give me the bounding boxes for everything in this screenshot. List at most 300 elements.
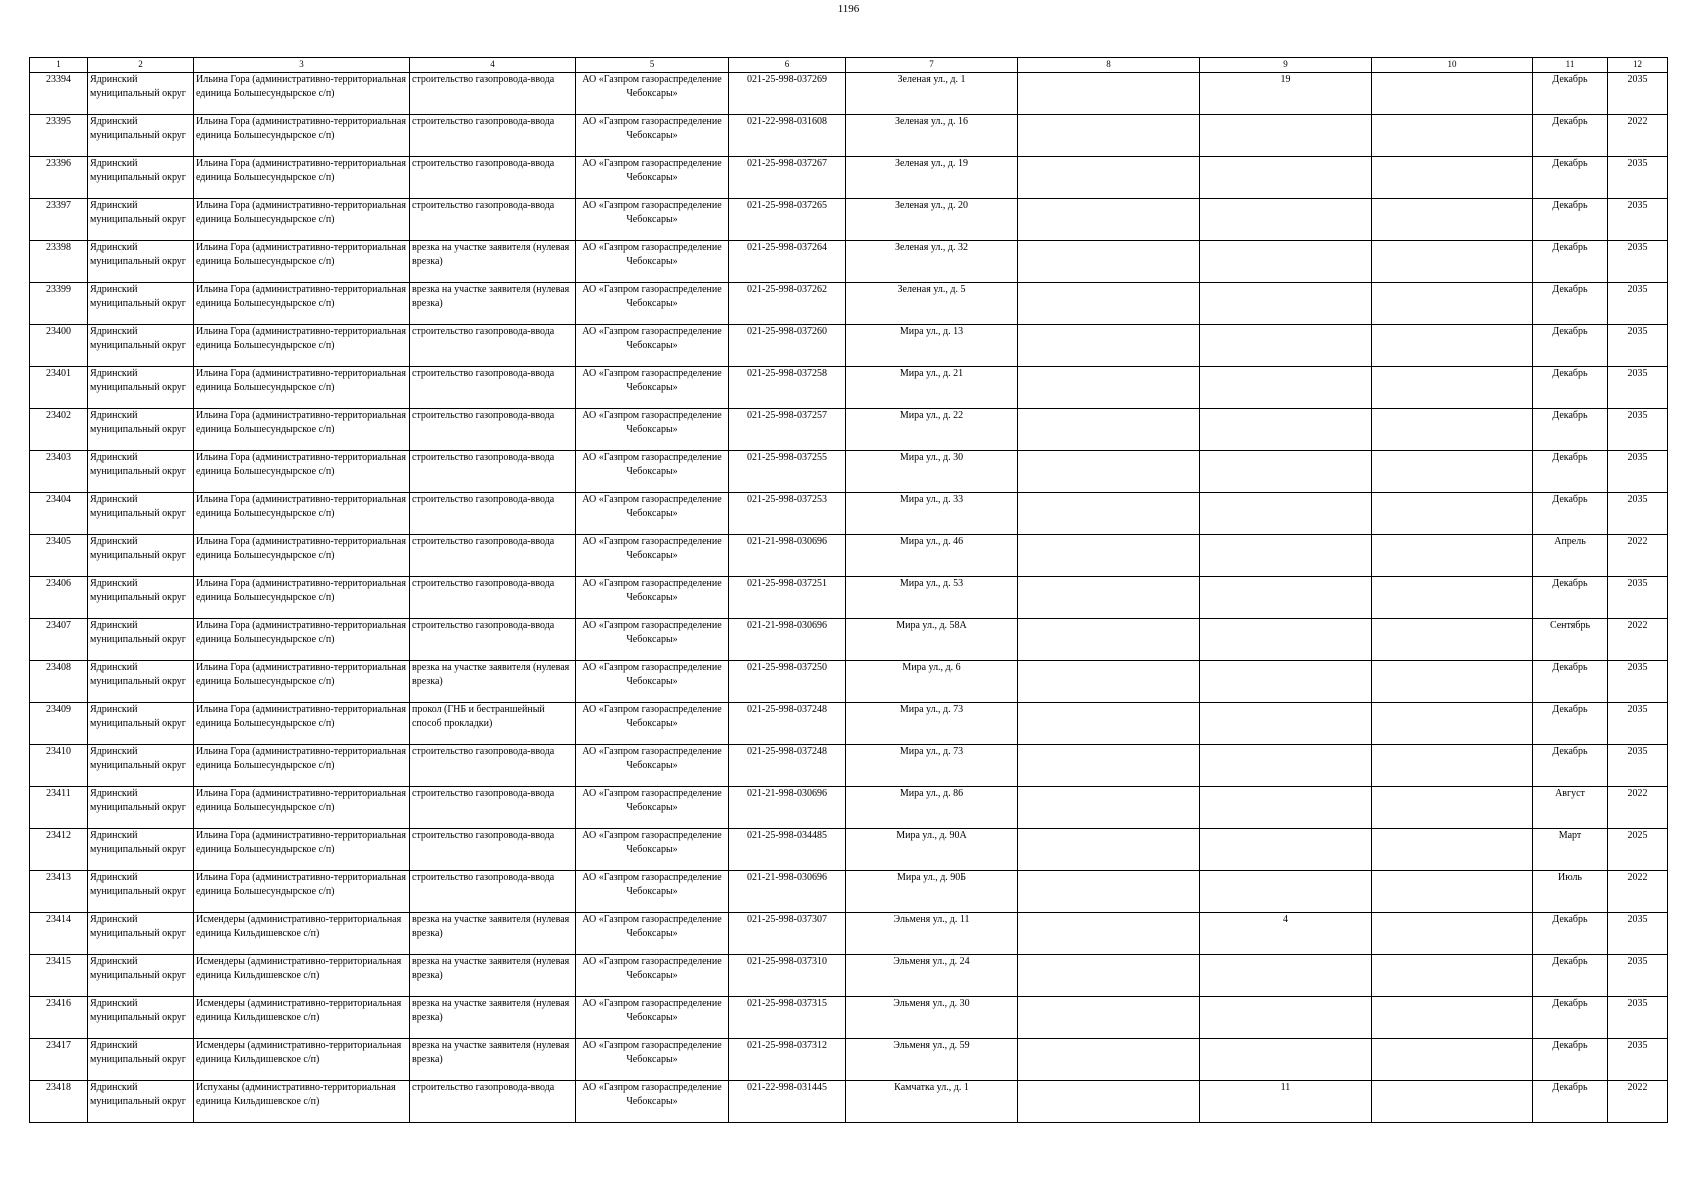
column-header: 12 (1608, 58, 1668, 73)
cell-col8-text (1020, 829, 1197, 870)
cell-work-type (410, 871, 576, 913)
cell-locality-text: Исмендеры (административно-территориальная единица Кильдишевское с/п) (196, 914, 402, 939)
cell-address-text: Эльменя ул., д. 11 (893, 914, 970, 925)
cell-organization (576, 1081, 729, 1123)
column-header: 1 (30, 58, 88, 73)
cell-organization (576, 241, 729, 283)
cell-locality (194, 115, 410, 157)
cell-month (1533, 619, 1608, 661)
cell-col10-text (1374, 367, 1530, 408)
cell-organization-text: АО «Газпром газораспределение Чебоксары» (582, 200, 722, 225)
cell-registry-code-text: 021-25-998-037264 (747, 242, 827, 253)
cell-col9-text (1202, 703, 1369, 744)
cell-registry-code (729, 787, 846, 829)
cell-col10 (1372, 115, 1533, 157)
cell-col9 (1200, 283, 1372, 325)
column-header: 8 (1018, 58, 1200, 73)
cell-year (1608, 325, 1668, 367)
table-row (30, 199, 1668, 241)
cell-address (846, 73, 1018, 115)
cell-locality-text: Ильина Гора (административно-территориальная единица Большесундырское с/п) (196, 326, 406, 351)
cell-col9 (1200, 829, 1372, 871)
cell-col10-text (1374, 829, 1530, 870)
cell-registry-code-text: 021-25-998-037250 (747, 662, 827, 673)
cell-col10 (1372, 451, 1533, 493)
cell-col9-text (1202, 451, 1369, 492)
cell-record-number (30, 703, 88, 745)
cell-organization (576, 325, 729, 367)
cell-col10-text (1374, 199, 1530, 240)
cell-registry-code (729, 493, 846, 535)
cell-address-text: Мира ул., д. 73 (899, 746, 964, 757)
cell-year (1608, 829, 1668, 871)
column-header: 10 (1372, 58, 1533, 73)
cell-record-number (30, 451, 88, 493)
cell-year (1608, 367, 1668, 409)
cell-district (88, 325, 194, 367)
cell-col9 (1200, 661, 1372, 703)
cell-district (88, 619, 194, 661)
cell-locality (194, 1081, 410, 1123)
cell-work-type-text: строительство газопровода-ввода (412, 620, 555, 631)
cell-district-text: Ядринский муниципальный округ (90, 158, 186, 183)
cell-locality-text: Ильина Гора (административно-территориальная единица Большесундырское с/п) (196, 158, 406, 183)
cell-year (1608, 1081, 1668, 1123)
cell-locality-text: Ильина Гора (административно-территориальная единица Большесундырское с/п) (196, 578, 406, 603)
cell-locality (194, 829, 410, 871)
cell-year (1608, 661, 1668, 703)
cell-col9 (1200, 703, 1372, 745)
table-row (30, 73, 1668, 115)
cell-address (846, 451, 1018, 493)
cell-district (88, 787, 194, 829)
cell-work-type (410, 73, 576, 115)
cell-year (1608, 1039, 1668, 1081)
cell-year-text: 2035 (1627, 704, 1648, 715)
cell-col8 (1018, 1039, 1200, 1081)
cell-record-number-text: 23395 (46, 116, 71, 127)
cell-organization-text: АО «Газпром газораспределение Чебоксары» (582, 788, 722, 813)
cell-work-type (410, 199, 576, 241)
cell-address-text: Мира ул., д. 53 (899, 578, 964, 589)
cell-col8-text (1020, 157, 1197, 198)
table-row (30, 829, 1668, 871)
cell-record-number (30, 619, 88, 661)
cell-col8 (1018, 157, 1200, 199)
cell-record-number (30, 115, 88, 157)
cell-col10-text (1374, 157, 1530, 198)
cell-col9-text (1202, 115, 1369, 156)
cell-col10-text (1374, 703, 1530, 744)
cell-col9-text (1202, 325, 1369, 366)
cell-month-text: Декабрь (1552, 662, 1588, 673)
cell-year-text: 2035 (1627, 326, 1648, 337)
cell-work-type-text: строительство газопровода-ввода (412, 872, 555, 883)
cell-work-type (410, 577, 576, 619)
cell-col9-text (1202, 577, 1369, 618)
cell-address (846, 661, 1018, 703)
cell-district-text: Ядринский муниципальный округ (90, 788, 186, 813)
cell-work-type (410, 451, 576, 493)
cell-year-text: 2022 (1627, 872, 1648, 883)
cell-year (1608, 157, 1668, 199)
cell-district (88, 913, 194, 955)
cell-col9-text (1202, 955, 1369, 996)
cell-work-type (410, 115, 576, 157)
cell-registry-code (729, 745, 846, 787)
cell-year-text: 2022 (1627, 788, 1648, 799)
cell-col10 (1372, 493, 1533, 535)
cell-organization (576, 73, 729, 115)
table-row (30, 787, 1668, 829)
cell-organization (576, 367, 729, 409)
cell-registry-code-text: 021-25-998-037255 (747, 452, 827, 463)
cell-address (846, 157, 1018, 199)
cell-col9-text: 19 (1280, 74, 1291, 85)
cell-col10-text (1374, 535, 1530, 576)
cell-col10-text (1374, 577, 1530, 618)
cell-month-text: Декабрь (1552, 242, 1588, 253)
cell-organization (576, 199, 729, 241)
cell-work-type (410, 745, 576, 787)
column-header: 6 (729, 58, 846, 73)
cell-year (1608, 619, 1668, 661)
cell-registry-code-text: 021-25-998-037248 (747, 746, 827, 757)
table-body (30, 73, 1668, 1123)
cell-district-text: Ядринский муниципальный округ (90, 410, 186, 435)
cell-col10 (1372, 199, 1533, 241)
cell-registry-code (729, 73, 846, 115)
cell-month-text: Июль (1558, 872, 1582, 883)
cell-registry-code (729, 115, 846, 157)
cell-locality (194, 913, 410, 955)
cell-locality-text: Ильина Гора (административно-территориальная единица Большесундырское с/п) (196, 830, 406, 855)
cell-col8 (1018, 1081, 1200, 1123)
cell-record-number (30, 325, 88, 367)
cell-registry-code (729, 661, 846, 703)
cell-work-type-text: прокол (ГНБ и бестраншейный способ прокладки) (412, 704, 545, 729)
cell-address-text: Эльменя ул., д. 59 (893, 1040, 970, 1051)
cell-col10 (1372, 367, 1533, 409)
cell-month-text: Декабрь (1552, 158, 1588, 169)
table-row (30, 997, 1668, 1039)
cell-col8 (1018, 787, 1200, 829)
cell-col10 (1372, 745, 1533, 787)
cell-col8 (1018, 73, 1200, 115)
cell-district-text: Ядринский муниципальный округ (90, 578, 186, 603)
cell-col8-text (1020, 787, 1197, 828)
cell-year-text: 2035 (1627, 452, 1648, 463)
cell-organization-text: АО «Газпром газораспределение Чебоксары» (582, 830, 722, 855)
cell-address (846, 1039, 1018, 1081)
cell-work-type (410, 1081, 576, 1123)
cell-work-type (410, 535, 576, 577)
cell-locality (194, 1039, 410, 1081)
cell-month (1533, 1081, 1608, 1123)
cell-record-number-text: 23403 (46, 452, 71, 463)
cell-locality-text: Исмендеры (административно-территориальная единица Кильдишевское с/п) (196, 998, 402, 1023)
cell-locality (194, 325, 410, 367)
cell-work-type-text: строительство газопровода-ввода (412, 578, 555, 589)
cell-registry-code (729, 451, 846, 493)
cell-col9-text (1202, 535, 1369, 576)
table-row (30, 703, 1668, 745)
cell-record-number (30, 283, 88, 325)
cell-month-text: Декабрь (1552, 116, 1588, 127)
cell-col9-text (1202, 157, 1369, 198)
cell-district (88, 493, 194, 535)
cell-address (846, 283, 1018, 325)
cell-col9 (1200, 493, 1372, 535)
cell-col10-text (1374, 661, 1530, 702)
cell-col10-text (1374, 241, 1530, 282)
cell-district-text: Ядринский муниципальный округ (90, 452, 186, 477)
cell-locality (194, 871, 410, 913)
cell-col8-text (1020, 325, 1197, 366)
cell-col8-text (1020, 661, 1197, 702)
cell-col10 (1372, 535, 1533, 577)
cell-registry-code-text: 021-21-998-030696 (747, 536, 827, 547)
cell-work-type (410, 493, 576, 535)
cell-organization-text: АО «Газпром газораспределение Чебоксары» (582, 494, 722, 519)
cell-work-type (410, 1039, 576, 1081)
cell-year (1608, 787, 1668, 829)
cell-col9-text (1202, 619, 1369, 660)
cell-address (846, 577, 1018, 619)
cell-year (1608, 199, 1668, 241)
cell-address (846, 493, 1018, 535)
cell-district (88, 829, 194, 871)
column-number-row (30, 58, 1668, 73)
cell-record-number (30, 241, 88, 283)
cell-col9-text (1202, 745, 1369, 786)
cell-address (846, 745, 1018, 787)
cell-col10-text (1374, 73, 1530, 114)
cell-district-text: Ядринский муниципальный округ (90, 494, 186, 519)
table-row (30, 367, 1668, 409)
cell-work-type-text: строительство газопровода-ввода (412, 368, 555, 379)
cell-col9-text (1202, 1039, 1369, 1080)
cell-record-number (30, 955, 88, 997)
cell-col10 (1372, 619, 1533, 661)
cell-district (88, 871, 194, 913)
cell-col9 (1200, 787, 1372, 829)
cell-col8-text (1020, 955, 1197, 996)
cell-col10 (1372, 577, 1533, 619)
cell-col9 (1200, 115, 1372, 157)
cell-registry-code (729, 199, 846, 241)
cell-registry-code (729, 871, 846, 913)
cell-work-type (410, 409, 576, 451)
cell-col8 (1018, 661, 1200, 703)
cell-col10-text (1374, 451, 1530, 492)
cell-address-text: Зеленая ул., д. 32 (895, 242, 968, 253)
cell-locality-text: Ильина Гора (административно-территориальная единица Большесундырское с/п) (196, 788, 406, 813)
cell-district (88, 703, 194, 745)
cell-registry-code-text: 021-22-998-031445 (747, 1082, 827, 1093)
cell-locality (194, 367, 410, 409)
cell-record-number-text: 23413 (46, 872, 71, 883)
cell-address (846, 409, 1018, 451)
cell-address-text: Зеленая ул., д. 16 (895, 116, 968, 127)
cell-registry-code-text: 021-25-998-037269 (747, 74, 827, 85)
cell-locality (194, 199, 410, 241)
cell-col9 (1200, 955, 1372, 997)
cell-record-number-text: 23401 (46, 368, 71, 379)
cell-address-text: Камчатка ул., д. 1 (894, 1082, 969, 1093)
cell-registry-code (729, 577, 846, 619)
cell-district-text: Ядринский муниципальный округ (90, 74, 186, 99)
cell-month-text: Декабрь (1552, 368, 1588, 379)
cell-organization-text: АО «Газпром газораспределение Чебоксары» (582, 1082, 722, 1107)
cell-locality-text: Ильина Гора (административно-территориальная единица Большесундырское с/п) (196, 284, 406, 309)
cell-work-type-text: строительство газопровода-ввода (412, 830, 555, 841)
cell-month-text: Декабрь (1552, 410, 1588, 421)
cell-locality (194, 283, 410, 325)
cell-record-number-text: 23414 (46, 914, 71, 925)
cell-year (1608, 409, 1668, 451)
cell-col10-text (1374, 913, 1530, 954)
cell-address (846, 1081, 1018, 1123)
cell-address-text: Мира ул., д. 90А (896, 830, 967, 841)
cell-col9 (1200, 451, 1372, 493)
cell-work-type (410, 241, 576, 283)
table-row (30, 913, 1668, 955)
cell-col8 (1018, 619, 1200, 661)
cell-col8 (1018, 703, 1200, 745)
cell-locality-text: Испуханы (административно-территориальная единица Кильдишевское с/п) (196, 1082, 396, 1107)
cell-month (1533, 955, 1608, 997)
table-row (30, 115, 1668, 157)
cell-registry-code (729, 241, 846, 283)
cell-organization (576, 787, 729, 829)
cell-district-text: Ядринский муниципальный округ (90, 620, 186, 645)
cell-col10-text (1374, 115, 1530, 156)
cell-col9 (1200, 871, 1372, 913)
cell-month-text: Сентябрь (1549, 620, 1591, 631)
cell-record-number (30, 367, 88, 409)
cell-record-number-text: 23404 (46, 494, 71, 505)
cell-col8-text (1020, 115, 1197, 156)
cell-locality (194, 703, 410, 745)
cell-organization-text: АО «Газпром газораспределение Чебоксары» (582, 620, 722, 645)
cell-year-text: 2035 (1627, 284, 1648, 295)
cell-month (1533, 157, 1608, 199)
cell-district (88, 409, 194, 451)
cell-registry-code (729, 997, 846, 1039)
cell-registry-code-text: 021-25-998-037315 (747, 998, 827, 1009)
cell-organization (576, 535, 729, 577)
cell-organization (576, 451, 729, 493)
cell-work-type (410, 997, 576, 1039)
cell-district-text: Ядринский муниципальный округ (90, 1082, 186, 1107)
cell-month (1533, 1039, 1608, 1081)
cell-col9 (1200, 367, 1372, 409)
cell-record-number-text: 23394 (46, 74, 71, 85)
cell-district-text: Ядринский муниципальный округ (90, 746, 186, 771)
cell-organization (576, 115, 729, 157)
cell-organization (576, 409, 729, 451)
cell-locality (194, 73, 410, 115)
cell-registry-code-text: 021-25-998-034485 (747, 830, 827, 841)
cell-year-text: 2035 (1627, 494, 1648, 505)
cell-record-number-text: 23398 (46, 242, 71, 253)
cell-col10 (1372, 997, 1533, 1039)
cell-district (88, 1039, 194, 1081)
cell-col8-text (1020, 577, 1197, 618)
cell-col9 (1200, 619, 1372, 661)
cell-col10-text (1374, 787, 1530, 828)
cell-organization-text: АО «Газпром газораспределение Чебоксары» (582, 116, 722, 141)
cell-registry-code (729, 157, 846, 199)
cell-col9 (1200, 1039, 1372, 1081)
table-row (30, 493, 1668, 535)
cell-district (88, 661, 194, 703)
cell-work-type-text: строительство газопровода-ввода (412, 116, 555, 127)
cell-work-type (410, 325, 576, 367)
cell-work-type (410, 157, 576, 199)
cell-year-text: 2035 (1627, 368, 1648, 379)
cell-work-type-text: строительство газопровода-ввода (412, 326, 555, 337)
cell-month-text: Декабрь (1552, 578, 1588, 589)
cell-month-text: Декабрь (1552, 284, 1588, 295)
cell-col8-text (1020, 241, 1197, 282)
table-row (30, 619, 1668, 661)
cell-address-text: Зеленая ул., д. 20 (895, 200, 968, 211)
cell-work-type (410, 367, 576, 409)
cell-col9-text (1202, 199, 1369, 240)
column-header: 4 (410, 58, 576, 73)
cell-col10 (1372, 829, 1533, 871)
cell-col9 (1200, 241, 1372, 283)
cell-col8-text (1020, 451, 1197, 492)
cell-registry-code-text: 021-21-998-030696 (747, 788, 827, 799)
cell-col8 (1018, 283, 1200, 325)
cell-organization (576, 703, 729, 745)
cell-col8 (1018, 913, 1200, 955)
cell-col8 (1018, 493, 1200, 535)
cell-district-text: Ядринский муниципальный округ (90, 872, 186, 897)
cell-address-text: Мира ул., д. 86 (899, 788, 964, 799)
cell-locality-text: Ильина Гора (административно-территориальная единица Большесундырское с/п) (196, 662, 406, 687)
cell-registry-code (729, 283, 846, 325)
cell-registry-code (729, 367, 846, 409)
cell-month (1533, 409, 1608, 451)
cell-month (1533, 745, 1608, 787)
cell-month-text: Декабрь (1552, 746, 1588, 757)
cell-locality (194, 787, 410, 829)
cell-year (1608, 871, 1668, 913)
cell-col9-text (1202, 661, 1369, 702)
cell-locality-text: Ильина Гора (административно-территориальная единица Большесундырское с/п) (196, 116, 406, 141)
cell-work-type-text: строительство газопровода-ввода (412, 788, 555, 799)
cell-registry-code (729, 1039, 846, 1081)
cell-record-number (30, 661, 88, 703)
cell-address (846, 241, 1018, 283)
cell-locality (194, 157, 410, 199)
cell-address (846, 199, 1018, 241)
cell-col8 (1018, 955, 1200, 997)
cell-district (88, 283, 194, 325)
cell-district (88, 1081, 194, 1123)
cell-month (1533, 703, 1608, 745)
cell-district-text: Ядринский муниципальный округ (90, 200, 186, 225)
cell-work-type-text: строительство газопровода-ввода (412, 452, 555, 463)
cell-registry-code (729, 535, 846, 577)
cell-locality (194, 577, 410, 619)
cell-col8-text (1020, 745, 1197, 786)
cell-col9 (1200, 1081, 1372, 1123)
